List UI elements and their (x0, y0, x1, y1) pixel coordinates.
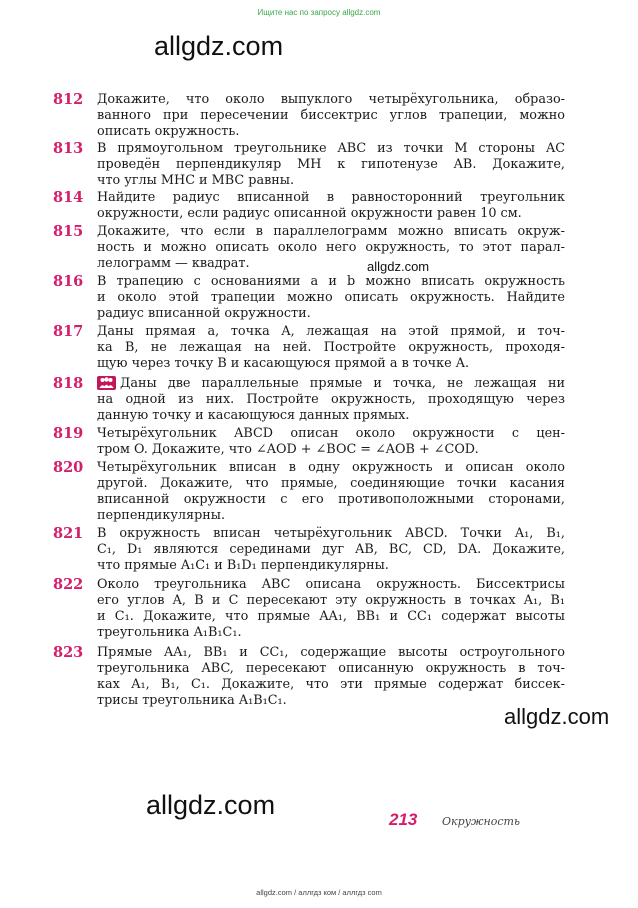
text-line: Четырёхугольник вписан в одну окружность и описан около (97, 460, 565, 475)
text-line: и около этой трапеции можно описать окружность. Найдите (97, 290, 565, 305)
text-line-with-icon (97, 376, 565, 392)
text-line: и C₁. Докажите, что прямые AA₁, BB₁ и CC₁ содержат высоты (97, 609, 565, 624)
problem-text (97, 324, 565, 372)
text-line: радиус вписанной окружности. (97, 306, 311, 321)
text-line: что углы MHC и MBC равны. (97, 173, 295, 188)
text-line: Даны прямая a, точка A, лежащая на этой прямой, и точ- (97, 324, 565, 339)
problem-number: 823 (53, 644, 84, 661)
problem-number: 814 (53, 189, 84, 206)
watermark: allgdz.com (154, 31, 284, 61)
problem-number: 816 (53, 273, 84, 290)
text-line: тром O. Докажите, что ∠AOD + ∠BOC = ∠AOB + ∠COD. (97, 442, 479, 457)
text-line: трисы треугольника A₁B₁C₁. (97, 693, 287, 708)
problem-text (97, 426, 565, 458)
text-line: лелограмм — квадрат. (97, 256, 250, 271)
text-line: вписанной окружности с его противоположными сторонами, (97, 492, 565, 507)
text-line: В прямоугольном треугольнике ABC из точки M стороны AC (97, 141, 565, 156)
problem-number: 812 (53, 91, 84, 108)
text-line: на одной из них. Постройте окружность, проходящую через (97, 392, 565, 407)
text-line: окружности, если радиус описанной окружности равен 10 см. (97, 206, 522, 221)
bottom-links[interactable]: allgdz.com / аллгдз ком / аллгдз com (256, 888, 382, 897)
problem-text (97, 190, 565, 222)
problem-text (97, 224, 565, 272)
text-line: Найдите радиус вписанной в равносторонний треугольник (97, 190, 565, 205)
section-title: Окружность (442, 815, 520, 828)
top-search-link[interactable]: Ищите нас по запросу allgdz.com (257, 8, 381, 17)
text-line: Докажите, что если в параллелограмм можно вписать окруж- (97, 224, 565, 239)
problem-number: 813 (53, 140, 84, 157)
text-line: другой. Докажите, что прямые, соединяющие точки касания (97, 476, 565, 491)
text-line: данную точку и касающуюся данных прямых. (97, 408, 410, 423)
problem-number: 821 (53, 525, 84, 542)
text-line: треугольника ABC, пересекают описанную окружность в точ- (97, 661, 565, 676)
watermark: allgdz.com (146, 790, 276, 820)
problem-text (97, 577, 565, 641)
watermark: allgdz.com (504, 704, 610, 729)
text-line: Прямые AA₁, BB₁ и CC₁, содержащие высоты остроугольного (97, 645, 565, 660)
problem-text (97, 274, 565, 322)
text-line: В трапецию с основаниями a и b можно вписать окружность (97, 274, 565, 289)
problem-number: 817 (53, 323, 84, 340)
text-line: ка B, не лежащая на ней. Постройте окружность, проходя- (97, 340, 565, 355)
text-line: ность и можно описать около него окружность, то этот парал- (97, 240, 565, 255)
problem-text (97, 92, 565, 140)
problem-number: 815 (53, 223, 84, 240)
text-line: проведён перпендикуляр MH к гипотенузе AB. Докажите, (97, 157, 565, 172)
text-line: ках A₁, B₁, C₁. Докажите, что эти прямые содержат биссек- (97, 677, 565, 692)
problem-number: 820 (53, 459, 84, 476)
problem-text (97, 376, 565, 424)
text-line: треугольника A₁B₁C₁. (97, 625, 242, 640)
problem-text (97, 526, 565, 574)
problem-text (97, 645, 565, 709)
text-line: описать окружность. (97, 124, 240, 139)
problem-number: 822 (53, 576, 84, 593)
problem-number: 819 (53, 425, 84, 442)
text-line: щую через точку B и касающуюся прямой a в точке A. (97, 356, 470, 371)
text-line: Четырёхугольник ABCD описан около окружности с цен- (97, 426, 565, 441)
problem-text (97, 460, 565, 524)
text-line: что прямые A₁C₁ и B₁D₁ перпендикулярны. (97, 558, 389, 573)
text-line: ванного при пересечении биссектрис углов трапеции, можно (97, 108, 565, 123)
page-number: 213 (389, 810, 418, 829)
group-work-icon (97, 376, 116, 390)
text-line: перпендикулярны. (97, 508, 226, 523)
problem-text (97, 141, 565, 189)
text-line: C₁, D₁ являются серединами дуг AB, BC, CD, DA. Докажите, (97, 542, 565, 557)
problem-number: 818 (53, 375, 84, 392)
text-line: В окружность вписан четырёхугольник ABCD. Точки A₁, B₁, (97, 526, 565, 541)
watermark: allgdz.com (367, 259, 430, 274)
text-line: его углов A, B и C пересекают эту окружность в точках A₁, B₁ (97, 593, 565, 608)
text-line: Докажите, что около выпуклого четырёхугольника, образо- (97, 92, 565, 107)
text-line: Даны две параллельные прямые и точка, не лежащая ни (120, 376, 565, 391)
text-line: Около треугольника ABC описана окружность. Биссектрисы (97, 577, 565, 592)
